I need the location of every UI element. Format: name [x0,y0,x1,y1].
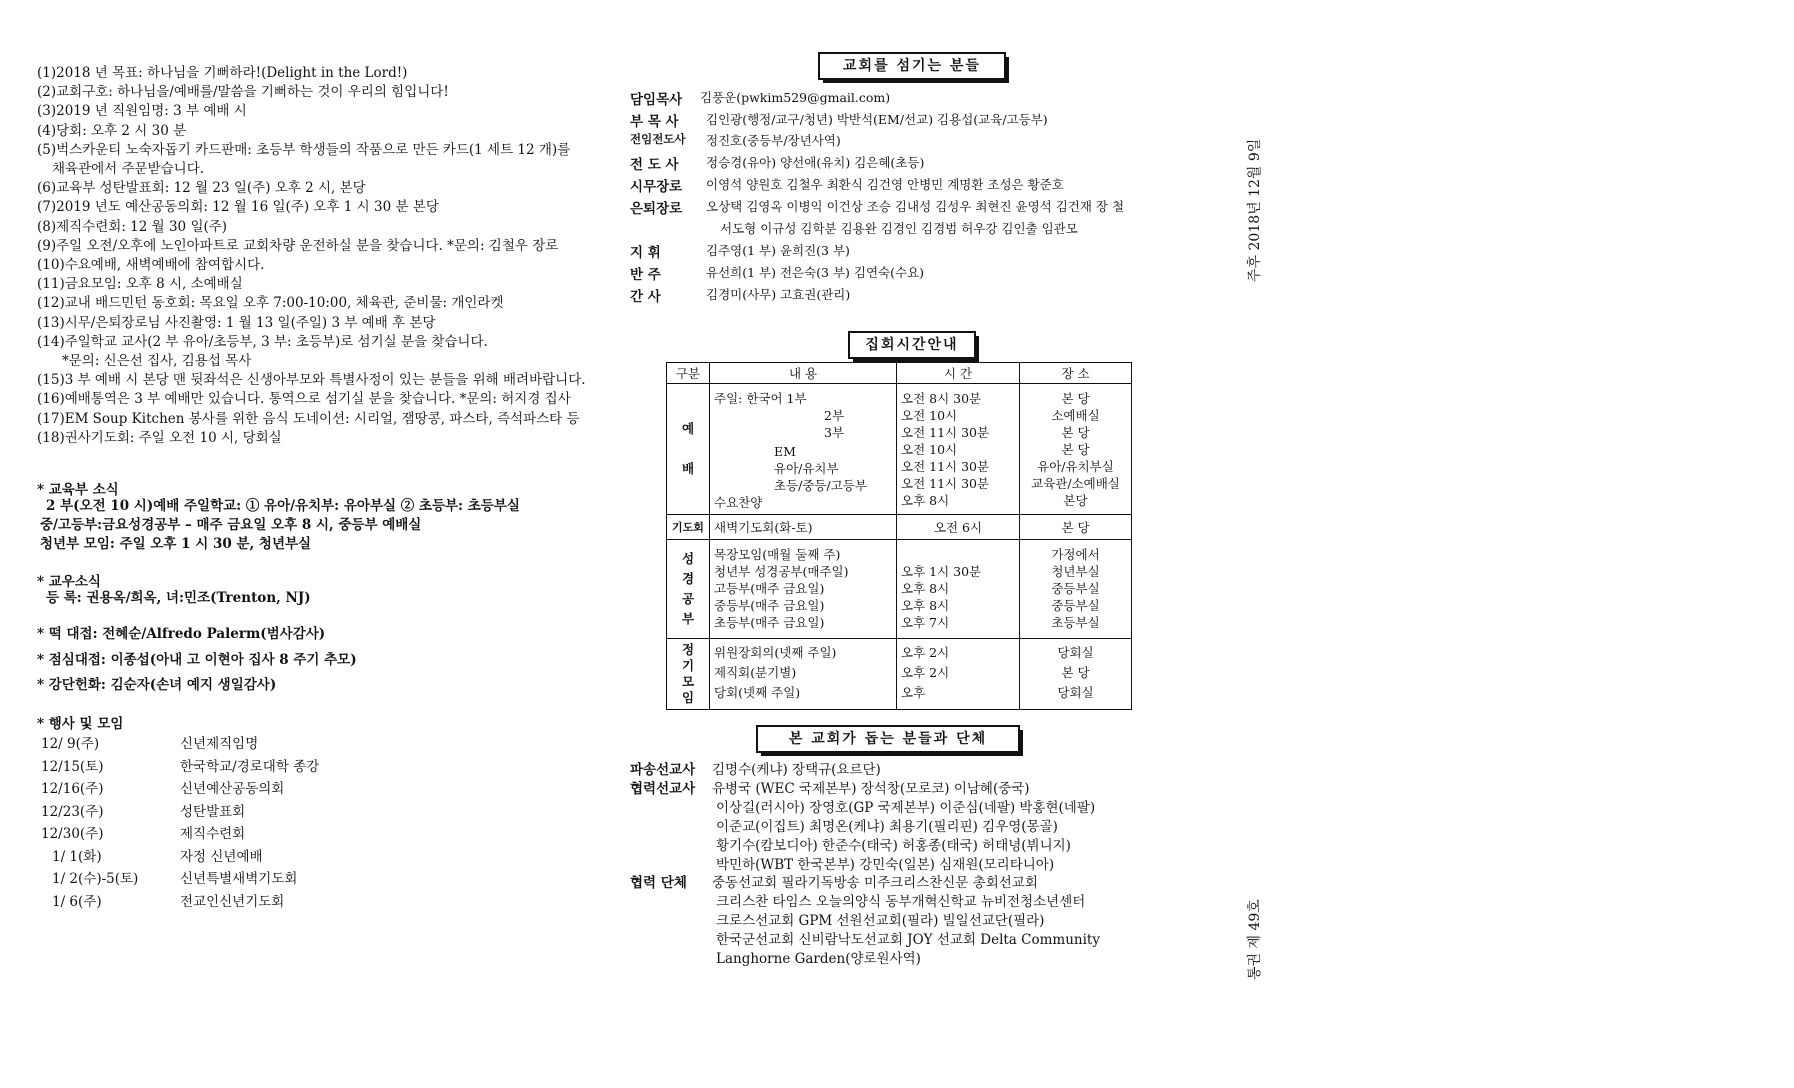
staff-role: 담임목사 [630,92,683,108]
schedule-cell-line: 본 당 [1061,665,1090,680]
schedule-cell-line: 본 당 [1061,391,1090,406]
staff-role: 부 목 사 [630,114,679,130]
schedule-cell-line: 오전 11시 30분 [901,459,990,474]
missions-title: 본 교회가 돕는 분들과 단체 [756,725,1020,753]
org-label: 협력 단체 [630,875,687,891]
schedule-cell-line: 3부 [824,425,845,440]
prayer-category: 기도회 [667,515,710,540]
worship-places [1020,384,1132,515]
schedule-cell-line: 초등부실 [1051,615,1100,630]
header-category: 구분 [667,363,710,384]
schedule-cell-line [901,546,1015,563]
event-date: 1/ 2(수)-5(토) [52,871,139,887]
schedule-cell-line: 오후 8시 [901,581,950,596]
schedule-cell-line: 소예배실 [1051,408,1100,423]
event-name: 신년제직임명 [180,736,259,752]
org-line: 중동선교회 필라기독방송 미주크리스찬신문 총회선교회 [712,875,1038,891]
schedule-cell-line: 오전 11시 30분 [901,425,990,440]
meetings-row [667,639,1132,710]
event-name: 제직수련회 [180,826,246,842]
education-line: 2 부(오전 10 시)예배 주일학교: ① 유아/유치부: 유아부실 ② 초등부: 초등부실 [46,498,520,514]
header-content: 내 용 [710,363,897,384]
staff-role: 간 사 [630,289,661,305]
event-name: 성탄발표회 [180,803,246,820]
schedule-title: 집회시간안내 [848,331,976,359]
header-place: 장 소 [1020,363,1132,384]
education-line: 중/고등부:금요성경공부 – 매주 금요일 오후 8 시, 중등부 예배실 [40,517,422,533]
event-name: 한국학교/경로대학 종강 [180,758,320,775]
meetings-places [1020,639,1132,710]
schedule-cell-line: 당회(넷째 주일) [714,685,801,700]
schedule-cell-line: 청년부 성경공부(매주일) [714,564,849,579]
announcement-line: (2)교회구호: 하나님을/예배를/말씀을 기뻐하는 것이 우리의 힘입니다! [37,84,449,101]
announcement-line: (5)벅스카운티 노숙자돕기 카드판매: 초등부 학생들의 작품으로 만든 카드(1 세트 12 개)를 [37,141,571,158]
staff-title: 교회를 섬기는 분들 [818,52,1006,80]
staff-role: 전 도 사 [630,157,679,173]
schedule-cell-line: 오전 10시 [901,408,958,423]
prayer-row [667,515,1132,540]
partner-line: 이상길(러시아) 장영호(GP 국제본부) 이준심(네팔) 박홍현(네팔) [716,800,1096,816]
org-line: 크리스찬 타임스 오늘의양식 동부개혁신학교 뉴비전청소년센터 [716,894,1086,910]
partner-line: 이준교(이집트) 최명온(케냐) 최용기(필리핀) 김우영(몽골) [716,819,1058,835]
schedule-cell-line: 당회실 [1057,685,1094,700]
event-date: 12/30(주) [41,826,104,842]
schedule-cell-line: 오후 2시 [901,665,950,680]
bible-category: 성 경 공 부 [667,540,710,639]
worship-row [667,384,1132,515]
staff-names: 김인광(행정/교구/청년) 박반석(EM/선교) 김용섭(교육/고등부) [706,112,1048,127]
event-date: 12/15(토) [41,758,104,775]
worship-times [897,384,1020,515]
worship-items [710,384,897,515]
header-time: 시 간 [897,363,1020,384]
announcement-line: (8)제직수련회: 12 월 30 일(주) [37,218,228,235]
event-date: 12/ 9(주) [41,736,100,752]
announcement-line: (15)3 부 예배 시 본당 맨 뒷좌석은 신생아부모와 특별사정이 있는 분들을 위해 배려바랍니다. [37,372,586,389]
schedule-cell-line: 목장모임(매월 둘째 주) [714,547,841,562]
schedule-cell-line: 제직회(분기별) [714,665,797,680]
prayer-time: 오전 6시 [897,515,1020,540]
schedule-cell-line: 수요찬양 [714,495,763,510]
staff-names: 오상택 김영옥 이병익 이건상 조승 김내성 김성우 최현진 윤영석 김건재 장 철 [706,199,1125,214]
announcement-line: (10)수요예배, 새벽예배에 참여합시다. [37,257,265,273]
schedule-cell-line: 중등부(매주 금요일) [714,598,825,613]
event-name: 전교인신년기도회 [180,893,285,910]
events-title: * 행사 및 모임 [37,716,124,732]
staff-names: 정진호(중등부/장년사역) [706,133,841,148]
event-name: 자정 신년예배 [180,848,263,865]
org-line: Langhorne Garden(양로원사역) [716,951,921,967]
announcement-line: 채육관에서 주문받습니다. [52,161,205,177]
schedule-cell-line: 오후 2시 [901,645,950,660]
staff-role: 은퇴장로 [630,201,683,217]
meetings-times [897,639,1020,710]
schedule-table [666,362,1132,710]
announcement-line: (11)금요모임: 오후 8 시, 소예배실 [37,276,243,293]
bible-places [1020,540,1132,639]
announcement-line: (9)주일 오전/오후에 노인아파트로 교회차량 운전하실 분을 찾습니다. *문의: 김철우 장로 [37,237,559,254]
schedule-cell-line: 청년부실 [1051,564,1100,579]
schedule-cell-line: 오후 7시 [901,615,950,630]
members-title: * 교우소식 [37,574,101,590]
meetings-items [710,639,897,710]
schedule-cell-line: 중등부실 [1051,598,1100,613]
schedule-cell-line: 당회실 [1057,645,1094,660]
event-name: 신년특별새벽기도회 [180,871,298,887]
partner-line: 박민하(WBT 한국본부) 강민숙(일본) 심재원(모리타니아) [716,857,1055,873]
bible-row [667,540,1132,639]
bible-times [897,540,1020,639]
issue-volume: 통권 제 49호 [1247,899,1263,980]
schedule-cell-line: 교육관/소예배실 [1031,476,1120,491]
announcement-line: *문의: 신은선 집사, 김용섭 목사 [62,353,252,369]
schedule-cell-line: 오후 [901,685,926,700]
announcement-line: (18)권사기도회: 주일 오전 10 시, 당회실 [37,429,282,446]
schedule-cell-line: 오후 1시 30분 [901,564,982,579]
schedule-cell-line: 고등부(매주 금요일) [714,581,825,596]
staff-role: 반 주 [630,267,661,283]
announcement-line: (3)2019 년 직원임명: 3 부 예배 시 [37,103,247,120]
staff-names: 유선희(1 부) 전은숙(3 부) 김연숙(수요) [706,265,925,280]
staff-role: 전임전도사 [630,132,686,146]
schedule-cell-line: 유아/유치부실 [1037,459,1114,474]
education-line: 청년부 모임: 주일 오후 1 시 30 분, 청년부실 [40,536,312,552]
event-date: 1/ 1(화) [52,848,102,865]
members-line: 등 록: 권용옥/희옥, 녀:민조(Trenton, NJ) [46,590,311,606]
announcement-line: (7)2019 년도 예산공동의회: 12 월 16 일(주) 오후 1 시 30 분 본당 [37,199,439,216]
announcement-line: (1)2018 년 목표: 하나님을 기뻐하라!(Delight in the Lord!) [37,65,408,81]
announcement-line: (14)주일학교 교사(2 부 유아/초등부, 3 부: 초등부)로 섬기실 분을 찾습니다. [37,333,488,350]
schedule-header-row [667,363,1132,384]
staff-role: 시무장로 [630,179,683,195]
education-title: * 교육부 소식 [37,482,119,498]
schedule-cell-line: 초등/중등/고등부 [774,478,867,493]
schedule-cell-line: 오전 10시 [901,442,958,457]
schedule-cell-line: 오전 8시 30분 [901,391,982,406]
schedule-cell-line: 오후 8시 [901,598,950,613]
schedule-cell-line: 유아/유치부 [774,461,839,476]
partner-line: 유병국 (WEC 국제본부) 장석창(모로코) 이남혜(중국) [712,781,1030,797]
announcement-line: (17)EM Soup Kitchen 봉사를 위한 음식 도네이션: 시리얼, 잼땅콩, 파스타, 즉석파스타 등 [37,410,580,427]
event-date: 1/ 6(주) [52,893,102,910]
schedule-cell-line: 본 당 [1061,425,1090,440]
prayer-item: 새벽기도회(화-토) [710,515,897,540]
partner-line: 황기수(캄보디아) 한준수(태국) 허홍종(태국) 허태녕(뷔니지) [716,838,1071,854]
meetings-category: 정 기 모 임 [667,639,710,710]
schedule-cell-line: 위원장회의(넷째 주일) [714,645,837,660]
event-date: 12/23(주) [41,803,104,820]
prayer-place: 본 당 [1020,515,1132,540]
partner-label: 협력선교사 [630,781,696,797]
rice-cake-line: * 떡 대접: 전혜순/Alfredo Palerm(범사감사) [37,626,326,642]
schedule-cell-line: 주일: 한국어 1부 [714,391,807,406]
schedule-cell-line: 2부 [824,408,845,423]
staff-names: 김주영(1 부) 윤희진(3 부) [706,243,850,258]
sent-names: 김명수(케냐) 장택규(요르단) [712,762,881,778]
event-name: 신년예산공동의회 [180,781,285,797]
schedule-cell-line: 본당 [1063,493,1088,508]
worship-category: 예 배 [667,384,710,515]
lunch-line: * 점심대접: 이종섭(아내 고 이현아 집사 8 주기 추모) [37,652,357,668]
org-line: 크로스선교회 GPM 선원선교회(필라) 빌일선교단(필라) [716,913,1045,929]
announcement-line: (4)당회: 오후 2 시 30 분 [37,122,187,139]
staff-names: 김경미(사무) 고효권(관리) [706,287,851,302]
schedule-cell-line: 가정에서 [1051,547,1100,562]
staff-role: 지 휘 [630,245,661,261]
schedule-cell-line: 초등부(매주 금요일) [714,615,825,630]
schedule-cell-line: 본 당 [1061,442,1090,457]
bible-items [710,540,897,639]
flowers-line: * 강단헌화: 김순자(손녀 예지 생일감사) [37,677,277,693]
issue-date: 주후 2018년 12월 9일 [1247,138,1263,282]
schedule-cell-line: 오전 11시 30분 [901,476,990,491]
staff-names: 김풍운(pwkim529@gmail.com) [700,90,891,105]
announcement-line: (6)교육부 성탄발표회: 12 월 23 일(주) 오후 2 시, 본당 [37,180,366,197]
announcement-line: (16)예배통역은 3 부 예배만 있습니다. 통역으로 섬기실 분을 찾습니다. *문의: 허지경 집사 [37,391,571,408]
sent-label: 파송선교사 [630,762,696,778]
staff-names: 정승경(유아) 양선애(유치) 김은혜(초등) [706,155,925,170]
staff-names: 이영석 양원호 김철우 최환식 김건영 안병민 계명환 조성은 황준호 [706,177,1064,192]
event-date: 12/16(주) [41,781,104,797]
staff-names: 서도형 이규성 김학분 김용완 김경인 김경범 허우강 김인출 임관모 [720,221,1078,236]
announcement-line: (13)시무/은퇴장로님 사진촬영: 1 월 13 일(주일) 3 부 예배 후 본당 [37,314,436,331]
schedule-cell-line: EM [774,444,796,459]
schedule-cell-line: 오후 8시 [901,493,950,508]
schedule-cell-line: 중등부실 [1051,581,1100,596]
org-line: 한국군선교회 신비람낙도선교회 JOY 선교회 Delta Community [716,932,1100,948]
announcement-line: (12)교내 배드민턴 동호회: 목요일 오후 7:00-10:00, 체육관, 준비물: 개인라켓 [37,295,504,312]
